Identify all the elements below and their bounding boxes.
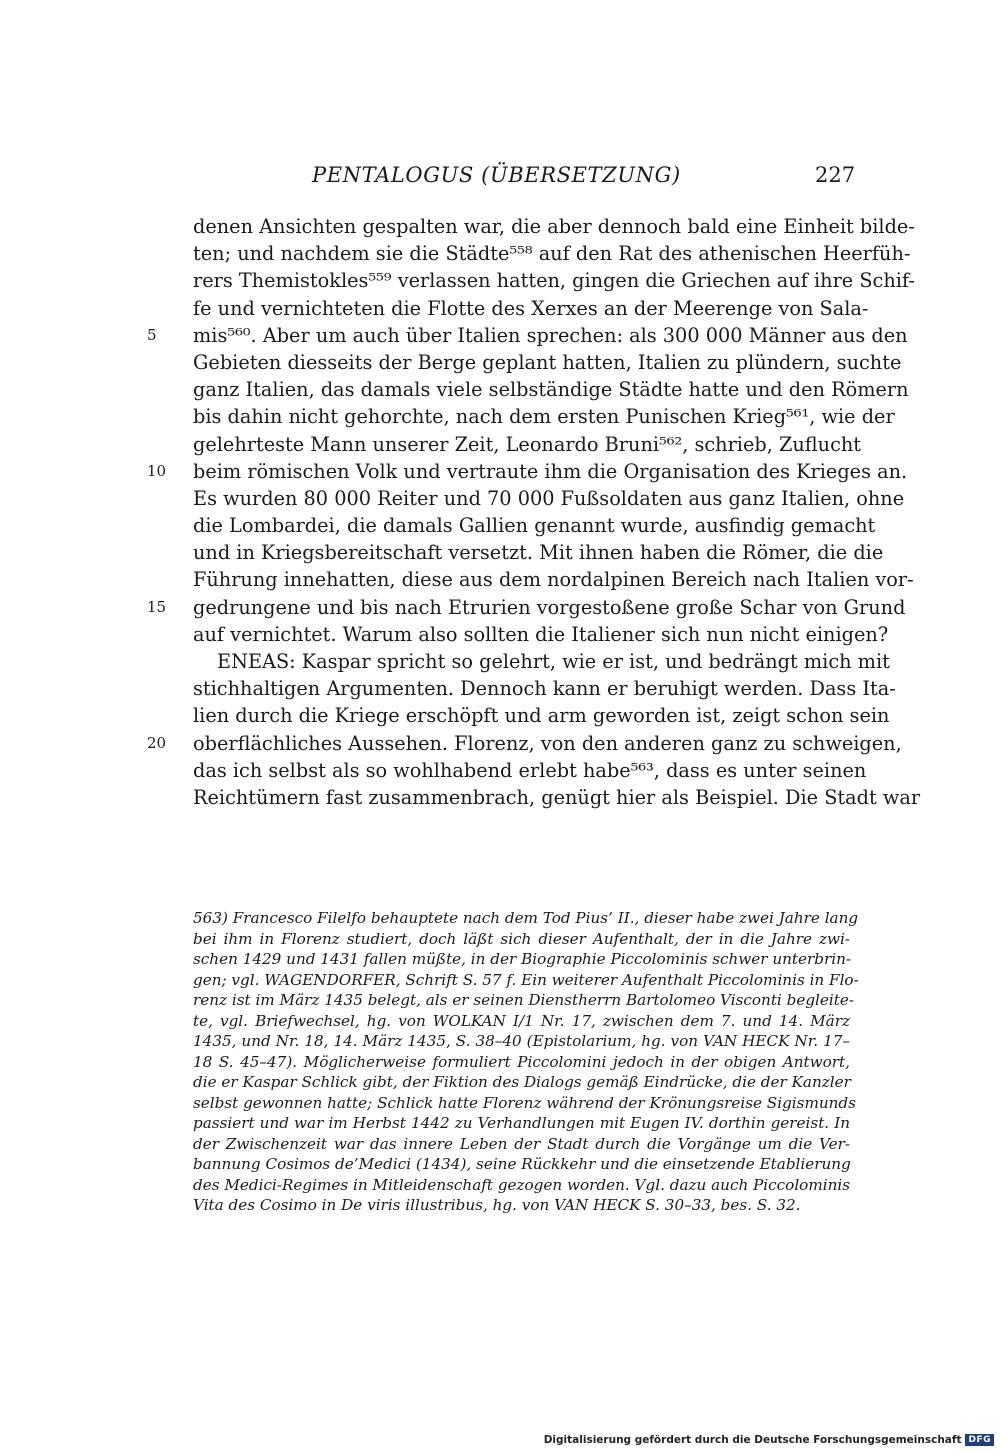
footnote-line: Vita des Cosimo in De viris illustribus, hg. von VAN HECK S. 30–33, bes. S. 32. <box>193 1196 801 1214</box>
text-line <box>193 349 902 376</box>
text-line-content: bis dahin nicht gehorchte, nach dem ersten Punischen Krieg⁵⁶¹, wie der <box>193 405 895 429</box>
page-number: 227 <box>815 163 856 187</box>
text-line <box>193 702 890 729</box>
text-line-content: lien durch die Kriege erschöpft und arm geworden ist, zeigt schon sein <box>193 704 890 728</box>
footnote-line: bei ihm in Florenz studiert, doch läßt sich dieser Aufenthalt, der in die Jahre zwi- <box>193 929 850 948</box>
text-line <box>193 512 876 539</box>
main-text-body <box>147 213 921 811</box>
line-number: 20 <box>147 733 167 752</box>
text-line-content: Es wurden 80 000 Reiter und 70 000 Fußsoldaten aus ganz Italien, ohne <box>193 486 905 510</box>
footnote-line: te, vgl. Briefwechsel, hg. von WOLKAN I/1 Nr. 17, zwischen dem 7. und 14. März <box>193 1011 850 1030</box>
text-line-content: rers Themistokles⁵⁵⁹ verlassen hatten, gingen die Griechen auf ihre Schif- <box>193 269 915 293</box>
text-line-content: gelehrteste Mann unserer Zeit, Leonardo Bruni⁵⁶², schrieb, Zuflucht <box>193 432 862 456</box>
footnote-line: 563) Francesco Filelfo behauptete nach dem Tod Pius’ II., dieser habe zwei Jahre lang <box>193 909 859 927</box>
text-line-content: ten; und nachdem sie die Städte⁵⁵⁸ auf den Rat des athenischen Heerfüh- <box>193 242 911 266</box>
text-line-content: denen Ansichten gespalten war, die aber dennoch bald eine Einheit bilde- <box>193 215 915 238</box>
text-line <box>193 240 911 267</box>
text-line <box>193 295 869 322</box>
text-line <box>193 485 905 512</box>
text-line-content: gedrungene und bis nach Etrurien vorgestoßene große Schar von Grund <box>193 595 906 619</box>
text-line-content: und in Kriegsbereitschaft versetzt. Mit ihnen haben die Römer, die die <box>193 541 884 565</box>
text-line-content: Führung innehatten, diese aus dem nordalpinen Bereich nach Italien vor- <box>193 568 914 592</box>
text-line <box>193 757 867 784</box>
footnote-line: renz ist im März 1435 belegt, als er seinen Dienstherrn Bartolomeo Visconti begleite- <box>193 991 854 1009</box>
text-line <box>193 539 884 566</box>
text-line-content: Reichtümern fast zusammenbrach, genügt hier als Beispiel. Die Stadt war <box>193 785 921 809</box>
credit-text: Digitalisierung gefördert durch die Deutsche Forschungsgemeinschaft <box>543 1434 962 1446</box>
text-line-content: das ich selbst als so wohlhabend erlebt habe⁵⁶³, dass es unter seinen <box>193 758 867 782</box>
text-line <box>193 621 889 648</box>
text-line-content: oberflächliches Aussehen. Florenz, von den anderen ganz zu schweigen, <box>193 731 902 755</box>
footnote-block <box>193 908 859 1216</box>
line-number: 15 <box>147 597 167 616</box>
footnote-line: 1435, und Nr. 18, 14. März 1435, S. 38–40 (Epistolarium, hg. von VAN HECK Nr. 17– <box>193 1032 850 1050</box>
footnote-line: gen; vgl. WAGENDORFER, Schrift S. 57 f. Ein weiterer Aufenthalt Piccolominis in Flo- <box>193 970 859 989</box>
text-line <box>147 322 908 349</box>
digitization-credit <box>544 1434 994 1446</box>
text-line <box>193 784 921 811</box>
text-line-content: ENEAS: Kaspar spricht so gelehrt, wie er ist, und bedrängt mich mit <box>217 650 890 673</box>
text-line <box>147 594 906 621</box>
text-line <box>193 431 862 458</box>
text-line-content: auf vernichtet. Warum also sollten die Italiener sich nun nicht einigen? <box>193 622 889 646</box>
text-line <box>193 376 909 403</box>
footnote-line: selbst gewonnen hatte; Schlick hatte Florenz während der Krönungsreise Sigismunds <box>193 1093 856 1112</box>
text-line <box>193 267 915 294</box>
running-header-title: PENTALOGUS (ÜBERSETZUNG) <box>312 163 681 187</box>
footnote-line: bannung Cosimos de’Medici (1434), seine Rückkehr und die einsetzende Etablierung <box>193 1155 851 1173</box>
line-number: 5 <box>147 325 157 344</box>
text-line-content: die Lombardei, die damals Gallien genannt wurde, ausfindig gemacht <box>193 514 876 538</box>
text-line <box>193 648 890 675</box>
dfg-logo-icon: DFG <box>965 1434 994 1446</box>
footnote-line: des Medici-Regimes in Mitleidenschaft gezogen worden. Vgl. dazu auch Piccolominis <box>193 1175 851 1194</box>
text-line <box>193 403 895 430</box>
text-line-content: beim römischen Volk und vertraute ihm die Organisation des Krieges an. <box>193 459 908 483</box>
text-line <box>147 730 902 757</box>
footnote-line: schen 1429 und 1431 fallen müßte, in der Biographie Piccolominis schwer unterbrin- <box>193 950 852 968</box>
footnote-line: der Zwischenzeit war das innere Leben der Stadt durch die Vorgänge um die Ver- <box>193 1134 850 1153</box>
line-number: 10 <box>147 461 167 480</box>
footnote-line: passiert und war im Herbst 1442 zu Verhandlungen mit Eugen IV. dorthin gereist. In <box>193 1114 850 1132</box>
text-line-content: stichhaltigen Argumenten. Dennoch kann er beruhigt werden. Dass Ita- <box>193 677 896 701</box>
text-line <box>147 458 908 485</box>
footnote-line: 18 S. 45–47). Möglicherweise formuliert Piccolomini jedoch in der obigen Antwort, <box>193 1052 850 1071</box>
footnote-line: die er Kaspar Schlick gibt, der Fiktion des Dialogs gemäß Eindrücke, die der Kanzler <box>193 1073 851 1091</box>
text-line-content: ganz Italien, das damals viele selbständige Städte hatte und den Römern <box>193 378 909 402</box>
text-line-content: Gebieten diesseits der Berge geplant hatten, Italien zu plündern, suchte <box>193 350 902 374</box>
text-line <box>193 566 914 593</box>
text-line-content: fe und vernichteten die Flotte des Xerxes an der Meerenge von Sala- <box>193 296 869 320</box>
text-line <box>193 213 915 240</box>
text-line <box>193 675 896 702</box>
text-line-content: mis⁵⁶⁰. Aber um auch über Italien sprechen: als 300 000 Männer aus den <box>193 323 908 347</box>
